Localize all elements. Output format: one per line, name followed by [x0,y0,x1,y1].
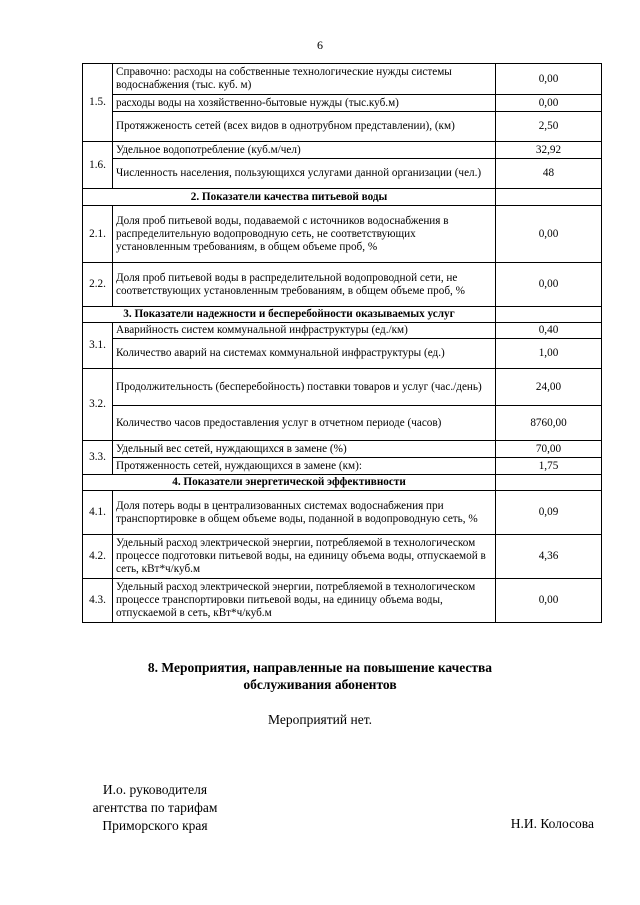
indicator-text: расходы воды на хозяйственно-бытовые нужды (тыс.куб.м) [113,95,496,112]
indicator-text: Протяженность сетей, нуждающихся в замене (км): [113,458,496,475]
indicator-text: Справочно: расходы на собственные технологические нужды системы водоснабжения (тыс. куб. м) [113,64,496,95]
indicator-text: Доля проб питьевой воды в распределительной водопроводной сети, не соответствующих установленным требованиям, в общем объеме проб, % [113,263,496,307]
table-row [83,491,602,535]
signer-line3: Приморского края [102,818,208,833]
indicator-value: 0,00 [496,579,602,623]
table-row [83,369,602,406]
row-number: 4.3. [83,579,113,623]
row-number: 1.6. [83,142,113,189]
section-8-title-line2: обслуживания абонентов [243,677,397,692]
empty-cell [496,189,602,206]
indicator-text: Удельный вес сетей, нуждающихся в замене (%) [113,441,496,458]
table-row [83,339,602,369]
indicator-value: 0,00 [496,263,602,307]
indicator-value: 1,00 [496,339,602,369]
row-number: 1.5. [83,64,113,142]
indicator-value: 8760,00 [496,406,602,441]
table-row [83,95,602,112]
indicator-text: Аварийность систем коммунальной инфраструктуры (ед./км) [113,323,496,339]
row-number: 2.2. [83,263,113,307]
indicator-text: Удельный расход электрической энергии, потребляемой в технологическом процессе подготовки питьевой воды, на единицу объема воды, отпускаемой в сеть, кВт*ч/куб.м [113,535,496,579]
indicator-value: 2,50 [496,112,602,142]
section-row [83,307,602,323]
indicator-text: Количество аварий на системах коммунальной инфраструктуры (ед.) [113,339,496,369]
indicator-value: 0,00 [496,64,602,95]
indicator-value: 0,00 [496,95,602,112]
page-number: 6 [317,38,323,52]
table-row [83,64,602,95]
row-number: 3.2. [83,369,113,441]
indicator-text: Продолжительность (бесперебойность) поставки товаров и услуг (час./день) [113,369,496,406]
table-row [83,142,602,159]
indicator-value: 24,00 [496,369,602,406]
table-row [83,323,602,339]
indicator-text: Доля проб питьевой воды, подаваемой с источников водоснабжения в распределительную водопроводную сеть, не соответствующих установленным требованиям, в общем объеме проб, % [113,206,496,263]
section-heading: 4. Показатели энергетической эффективности [83,475,496,491]
signer-line1: И.о. руководителя [102,782,208,797]
table-row [83,159,602,189]
row-number: 3.3. [83,441,113,475]
section-row [83,475,602,491]
table-row [83,206,602,263]
row-number: 4.2. [83,535,113,579]
row-number: 4.1. [83,491,113,535]
section-heading: 2. Показатели качества питьевой воды [83,189,496,206]
section-8-title [120,659,520,693]
indicator-value: 0,09 [496,491,602,535]
table-row [83,579,602,623]
section-heading: 3. Показатели надежности и бесперебойности оказываемых услуг [83,307,496,323]
row-number: 2.1. [83,206,113,263]
indicators-table [82,63,602,623]
table-row [83,112,602,142]
signer-title [75,781,235,835]
indicator-value: 4,36 [496,535,602,579]
table-row [83,441,602,458]
signer-line2: агентства по тарифам [92,800,218,815]
indicator-value: 0,00 [496,206,602,263]
indicator-text: Удельный расход электрической энергии, потребляемой в технологическом процессе транспортировки питьевой воды, на единицу объема воды, отпускаемой в сеть, кВт*ч/куб.м [113,579,496,623]
table-row [83,458,602,475]
section-8-body: Мероприятий нет. [268,712,372,727]
indicator-value: 70,00 [496,441,602,458]
indicator-value: 1,75 [496,458,602,475]
indicator-text: Численность населения, пользующихся услугами данной организации (чел.) [113,159,496,189]
indicator-text: Количество часов предоставления услуг в отчетном периоде (часов) [113,406,496,441]
table-row [83,406,602,441]
indicator-text: Протяжженость сетей (всех видов в однотрубном представлении), (км) [113,112,496,142]
empty-cell [496,307,602,323]
indicator-value: 32,92 [496,142,602,159]
empty-cell [496,475,602,491]
indicator-value: 48 [496,159,602,189]
signer-name: Н.И. Колосова [510,816,594,831]
indicator-text: Удельное водопотребление (куб.м/чел) [113,142,496,159]
table-row [83,535,602,579]
section-8-title-line1: 8. Мероприятия, направленные на повышение качества [147,660,493,675]
row-number: 3.1. [83,323,113,369]
table-row [83,263,602,307]
section-row [83,189,602,206]
indicator-text: Доля потерь воды в централизованных системах водоснабжения при транспортировке в общем объеме воды, поданной в водопроводную сеть, % [113,491,496,535]
indicator-value: 0,40 [496,323,602,339]
